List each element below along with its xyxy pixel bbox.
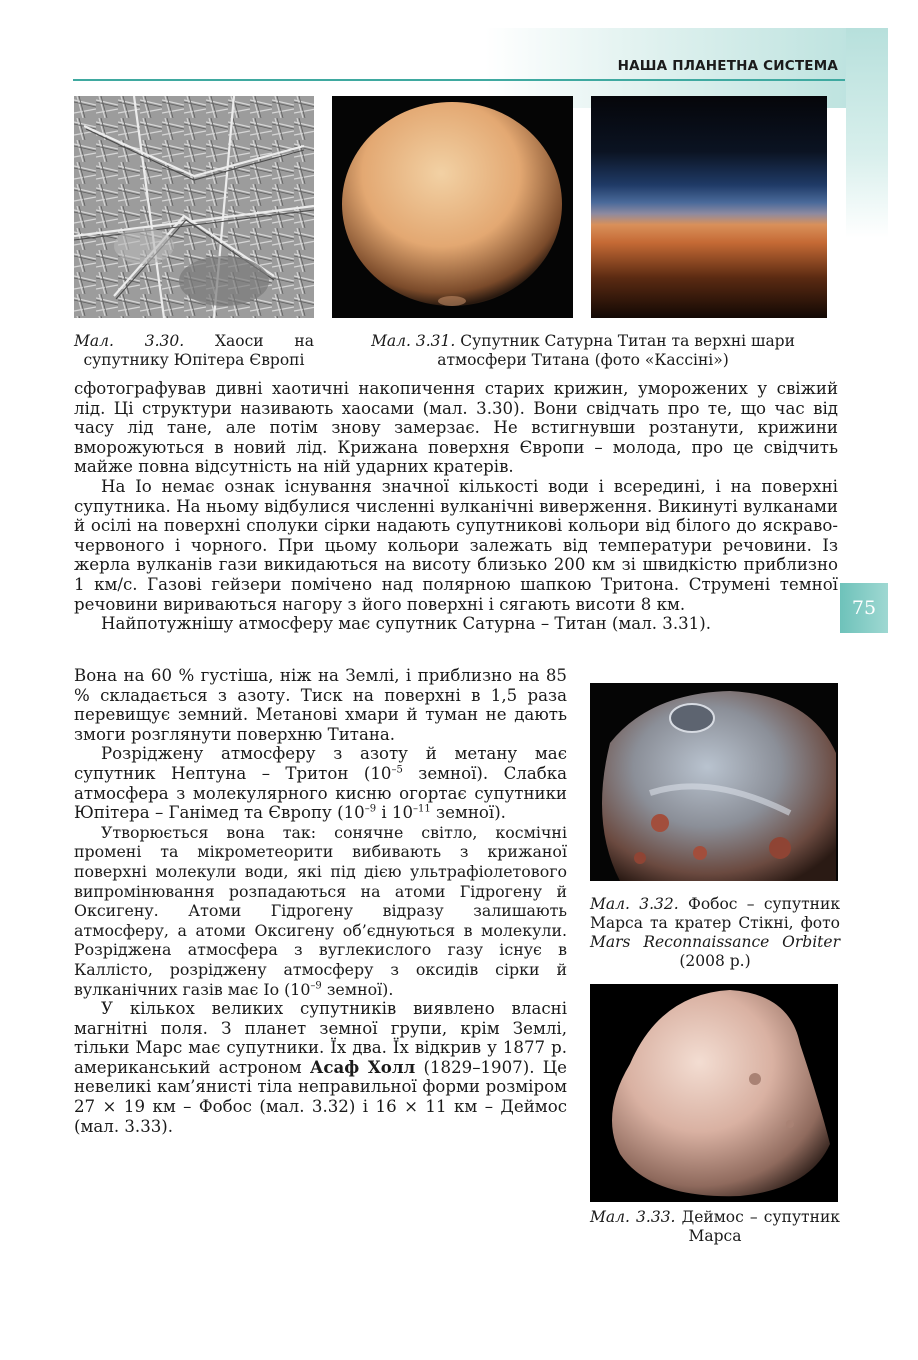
phobos-photo — [590, 683, 838, 881]
paragraph: сфотографував дивні хаотичні накопичення старих крижин, уморожених у свіжий лід. Ці структури називають хаосами (мал. 3.30). Вони свідчать про те, що час від часу лід тане, але потім знову замерзає. Не встигнувши розтанути, крижини вморожуються в новий лід. Крижана поверхня Європи – молода, про це свідчить майже повна відсутність на ній ударних кратерів. — [74, 379, 838, 477]
margin-color-band — [846, 28, 888, 238]
deimos-photo — [590, 984, 838, 1202]
caption-text: Супутник Сатурна Титан та верхні шари атмосфери Титана (фото «Кассіні») — [437, 332, 795, 369]
figure-caption-3-33: Мал. 3.33. Деймос – супутник Марса — [590, 1208, 840, 1245]
paragraph: Утворюється вона так: сонячне світло, космічні промені та мікрометеорити вибивають з крижаної поверхні молекули води, які під дією ультрафіолетового випромінювання розпадаються на атоми Гідрогену й Оксигену. Атоми Гідрогену відразу залишають атмосферу, а атоми Оксигену об’єднуються в молекули. Розріджена атмосфера з вуглекислого газу існує в Каллісто, розріджену атмосферу з оксидів сірки й вулканічних газів має Іо ($10^{-9}$ земної). — [74, 822, 567, 999]
paragraph: Розріджену атмосферу з азоту й метану має супутник Нептуна – Тритон ($10^{-5}$ земної). Слабка атмосфера з молекулярного кисню огортає супутники Юпітера – Ганімед та Європу ($10^{-9}$ і $10^{-11}$ земної). — [74, 744, 567, 823]
figure-number: Мал. 3.33. — [590, 1208, 676, 1226]
paragraph: Вона на 60 % густіша, ніж на Землі, і приблизно на 85 % складається з азоту. Тиск на поверхні в 1,5 раза перевищує земний. Метанові хмари й туман не дають змоги розглянути поверхню Титана. — [74, 666, 567, 744]
page-number: 75 — [840, 583, 888, 633]
header-rule — [73, 79, 845, 81]
paragraph: На Іо немає ознак існування значної кількості води і всередині, і на поверхні супутника. На ньому відбулися численні вулканічні виверження. Викинуті вулканами й осілі на поверхні сполуки сірки надають супутникові кольори від білого до яскраво-червоного і чорного. При цьому кольори залежать від температури речовини. Із жерла вулканів гази викидаються на висоту близько 200 км зі швидкістю приблизно 1 км/с. Газові гейзери помічено над полярною шапкою Тритона. Струмені темної речовини вириваються нагору з його поверхні і сягають висоти 8 км. — [74, 476, 838, 614]
europa-chaos-photo — [74, 96, 314, 318]
body-text-column — [74, 666, 567, 1136]
titan-atmosphere-photo — [591, 96, 827, 318]
figure-number: Мал. 3.30. — [74, 332, 185, 350]
figure-number: Мал. 3.31. — [371, 332, 456, 350]
paragraph: Найпотужнішу атмосферу має супутник Сатурна – Титан (мал. 3.31). — [101, 614, 711, 634]
figure-caption-3-32: Мал. 3.32. Фобос – супутник Марса та кратер Стікні, фото Mars Reconnaissance Orbiter (2008 р.) — [590, 895, 841, 970]
running-header: НАША ПЛАНЕТНА СИСТЕМА — [617, 58, 838, 74]
figure-caption-3-30 — [74, 332, 314, 370]
paragraph: У кількох великих супутників виявлено власні магнітні поля. З планет земної групи, крім Землі, тільки Марс має супутники. Їх два. Їх відкрив у 1877 р. американський астроном Асаф Холл (1829–1907). Це невеликі кам’янисті тіла неправильної форми розміром 27 × 19 км – Фобос (мал. 3.32) і 16 × 11 км – Деймос (мал. 3.33). — [74, 999, 567, 1136]
body-text-top — [74, 379, 838, 634]
figure-caption-3-31 — [338, 332, 828, 370]
astronomer-name: Асаф Холл — [309, 1056, 416, 1077]
caption-text: Хаоси на супутнику Юпітера Європі — [83, 332, 314, 369]
titan-photo — [332, 96, 573, 318]
figure-number: Мал. 3.32. — [590, 895, 679, 913]
